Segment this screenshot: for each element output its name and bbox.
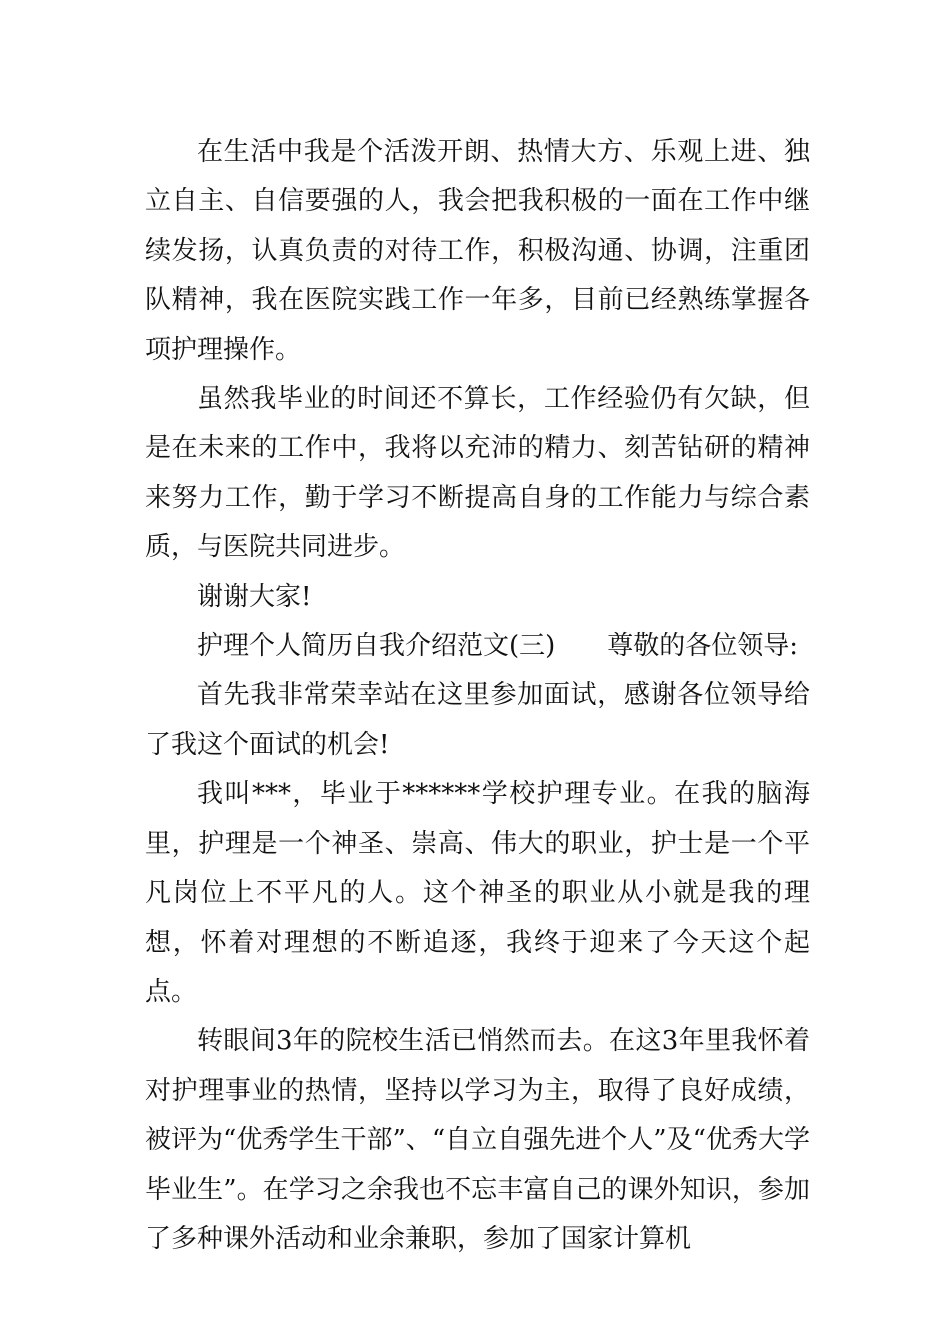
document-body <box>145 128 810 1264</box>
section-heading-sample-three: 护理个人简历自我介绍范文(三) 尊敬的各位领导: <box>197 631 799 662</box>
paragraph-self-introduction: 我叫***，毕业于******学校护理专业。在我的脑海里，护理是一个神圣、崇高、伟大的职业，护士是一个平凡岗位上不平凡的人。这个神圣的职业从小就是我的理想，怀着对理想的不断追逐，我终于迎来了今天这个起点。 <box>145 779 810 1007</box>
paragraph-interview-opening: 首先我非常荣幸站在这里参加面试，感谢各位领导给了我这个面试的机会! <box>145 680 810 760</box>
paragraph-future-work: 虽然我毕业的时间还不算长，工作经验仍有欠缺，但是在未来的工作中，我将以充沛的精力、刻苦钻研的精神来努力工作，勤于学习不断提高自身的工作能力与综合素质，与医院共同进步。 <box>145 384 810 563</box>
paragraph-life-attitude: 在生活中我是个活泼开朗、热情大方、乐观上进、独立自主、自信要强的人，我会把我积极的一面在工作中继续发扬，认真负责的对待工作，积极沟通、协调，注重团队精神，我在医院实践工作一年多，目前已经熟练掌握各项护理操作。 <box>145 137 810 365</box>
paragraph-thanks: 谢谢大家! <box>197 581 312 612</box>
paragraph-college-life: 转眼间3年的院校生活已悄然而去。在这3年里我怀着对护理事业的热情，坚持以学习为主，取得了良好成绩，被评为“优秀学生干部”、“自立自强先进个人”及“优秀大学毕业生”。在学习之余我也不忘丰富自己的课外知识，参加了多种课外活动和业余兼职，参加了国家计算机 <box>145 1026 810 1254</box>
